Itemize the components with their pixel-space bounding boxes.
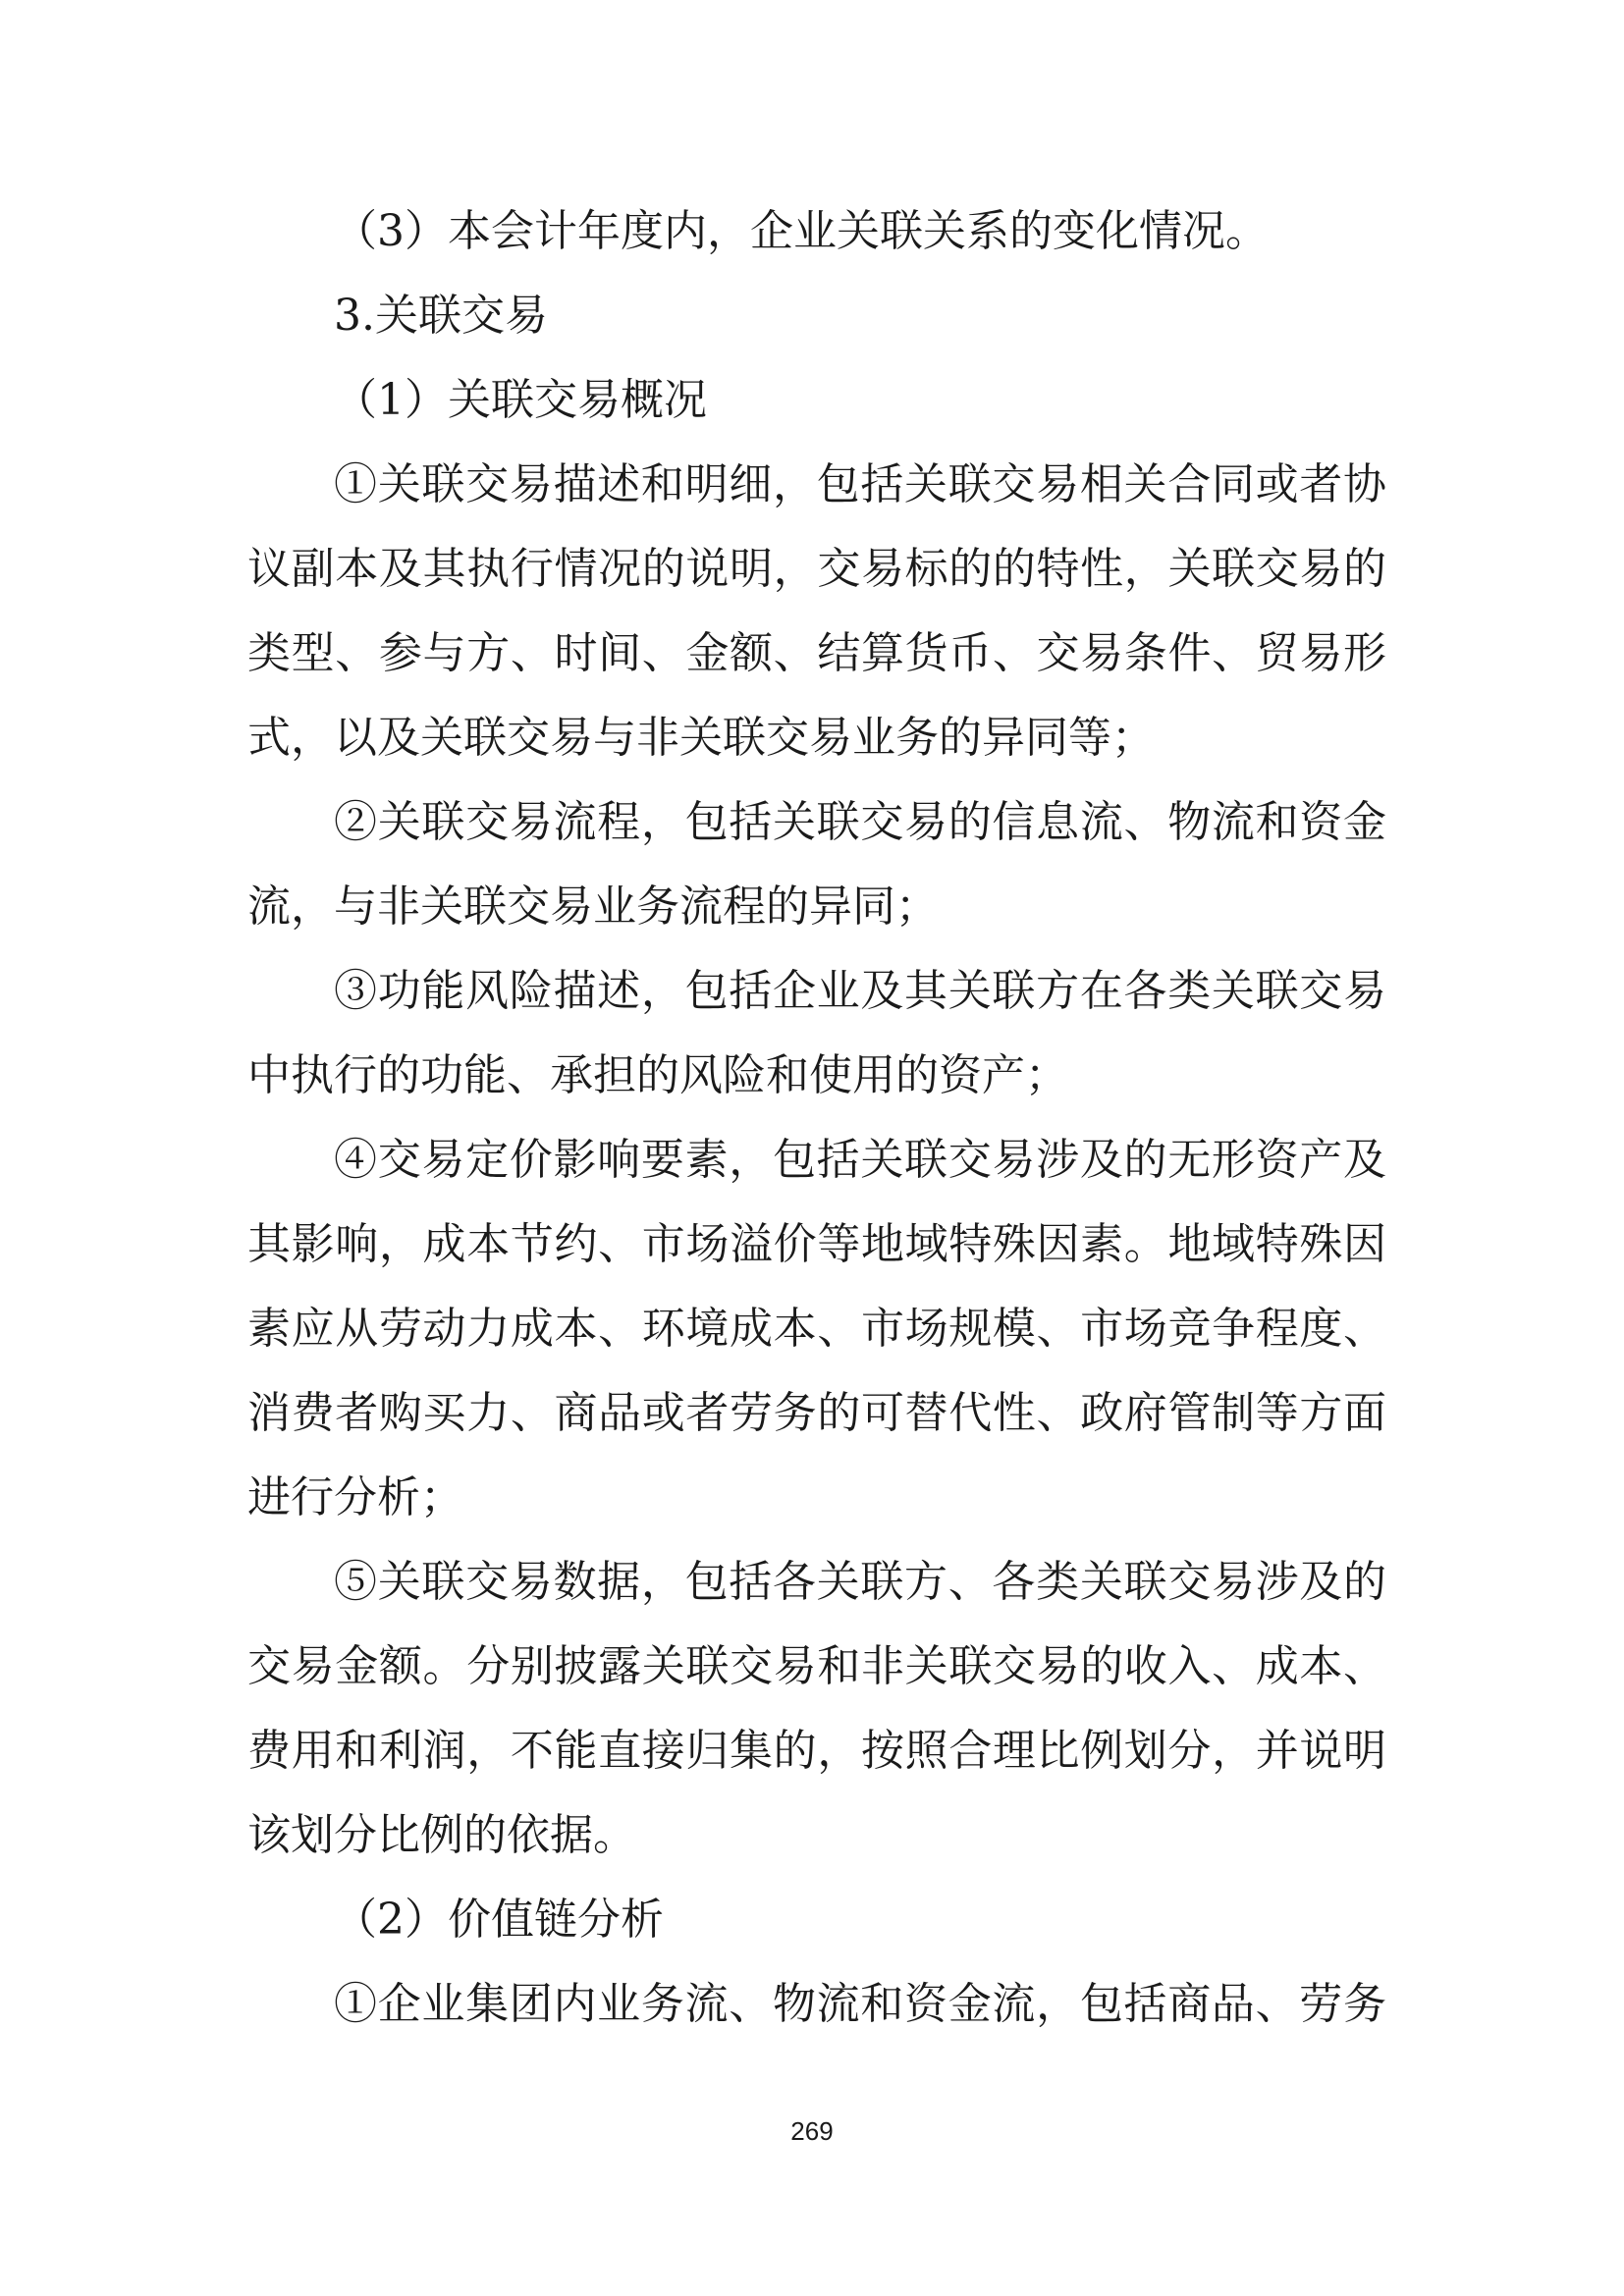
text-line: 式，以及关联交易与非关联交易业务的异同等； bbox=[247, 713, 1155, 763]
text-line: 议副本及其执行情况的说明，交易标的的特性，关联交易的 bbox=[247, 544, 1386, 594]
section-heading: 3.关联交易 bbox=[334, 291, 548, 341]
text-line: 进行分析； bbox=[247, 1472, 463, 1522]
text-line: 其影响，成本节约、市场溢价等地域特殊因素。地域特殊因 bbox=[247, 1219, 1386, 1269]
subsection-heading: （2）价值链分析 bbox=[334, 1895, 664, 1945]
text-line: （3）本会计年度内，企业关联关系的变化情况。 bbox=[334, 206, 1269, 256]
text-line: ①企业集团内业务流、物流和资金流，包括商品、劳务 bbox=[334, 1979, 1386, 2029]
text-line: ①关联交易描述和明细，包括关联交易相关合同或者协 bbox=[334, 459, 1386, 509]
text-line: 素应从劳动力成本、环境成本、市场规模、市场竞争程度、 bbox=[247, 1304, 1386, 1354]
text-line: 消费者购买力、商品或者劳务的可替代性、政府管制等方面 bbox=[247, 1388, 1386, 1438]
text-line: ②关联交易流程，包括关联交易的信息流、物流和资金 bbox=[334, 797, 1386, 847]
text-line: ⑤关联交易数据，包括各关联方、各类关联交易涉及的 bbox=[334, 1557, 1386, 1607]
text-line: 该划分比例的依据。 bbox=[247, 1810, 636, 1860]
text-line: 类型、参与方、时间、金额、结算货币、交易条件、贸易形 bbox=[247, 628, 1386, 678]
text-line: 中执行的功能、承担的风险和使用的资产； bbox=[247, 1050, 1068, 1100]
subsection-heading: （1）关联交易概况 bbox=[334, 375, 707, 425]
text-line: 费用和利润，不能直接归集的，按照合理比例划分，并说明 bbox=[247, 1726, 1386, 1776]
text-line: ④交易定价影响要素，包括关联交易涉及的无形资产及 bbox=[334, 1135, 1386, 1185]
page-number: 269 bbox=[790, 2116, 834, 2146]
text-line: ③功能风险描述，包括企业及其关联方在各类关联交易 bbox=[334, 966, 1386, 1016]
text-line: 流，与非关联交易业务流程的异同； bbox=[247, 881, 939, 932]
text-line: 交易金额。分别披露关联交易和非关联交易的收入、成本、 bbox=[247, 1641, 1386, 1691]
